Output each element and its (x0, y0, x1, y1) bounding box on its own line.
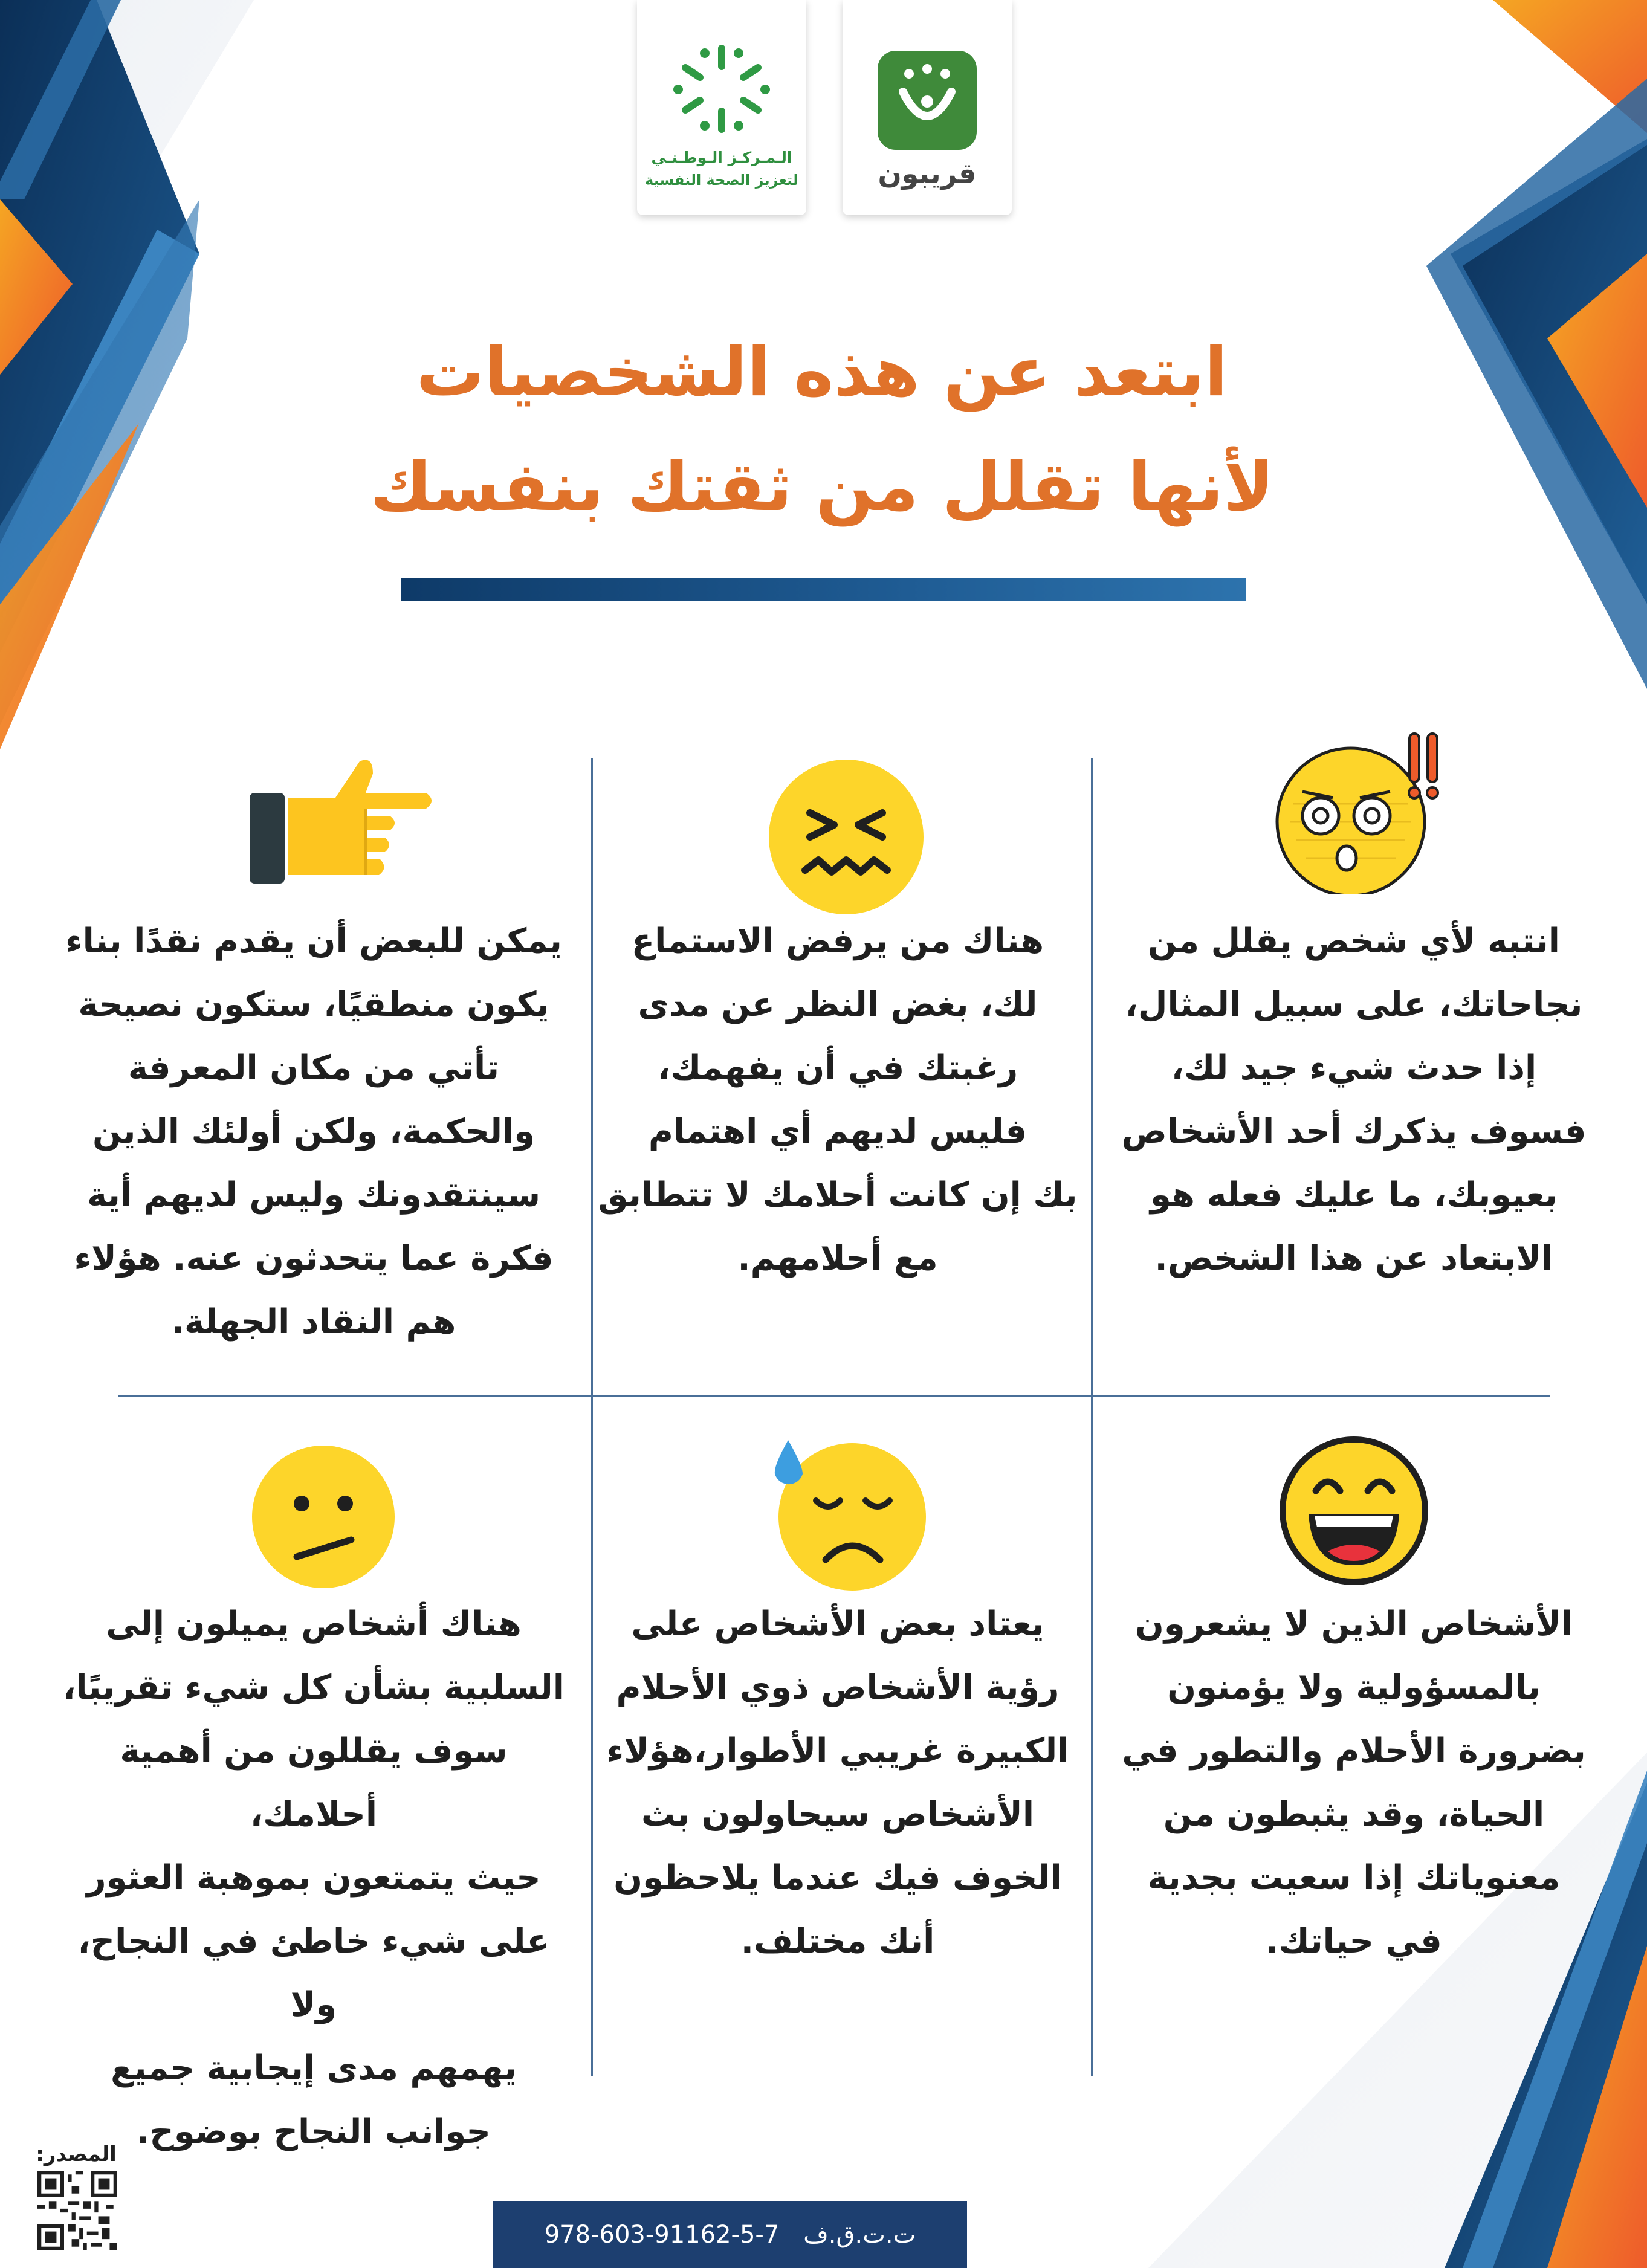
cell-text-fear-spreaders: يعتاد بعض الأشخاص على رؤية الأشخاص ذوي الأحلام الكبيرة غريبي الأطوار،هؤلاء الأشخاص سيحاولون بث الخوف فيك عندما يلاحظون أنك مختلف. (606, 1604, 1069, 1961)
cell-text-undermine-success: انتبه لأي شخص يقلل من نجاحاتك، على سبيل المثال، إذا حدث شيء جيد لك، فسوف يذكرك أحد الأشخاص بعيوبك، ما عليك فعله هو الابتعاد عن هذا الشخص. (1121, 922, 1587, 1278)
cell-text-ignorant-critics: يمكن للبعض أن يقدم نقدًا بناء يكون منطقيًا، ستكون نصيحة تأتي من مكان المعرفة والحكمة، ولكن أولئك الذين سينتقدونك وليس لديهم أية فكرة عما يتحدثون عنه. هؤلاء هم النقاد الجهلة. (65, 922, 562, 1342)
confused-face-icon (251, 1444, 396, 1589)
sweat-sad-face-icon (768, 1435, 931, 1592)
ncmh-star-logo (661, 37, 782, 140)
title-underline (401, 578, 1246, 601)
title-line1: ابتعد عن هذه الشخصيات (416, 333, 1228, 412)
pointing-hand-icon (245, 755, 438, 888)
ncmh-logo-card (637, 0, 806, 215)
title-line2: لأنها تقلل من ثقتك بنفسك (370, 448, 1274, 526)
cell-text-refuse-listen: هناك من يرفض الاستماع لك، بغض النظر عن مدى رغبتك في أن يفهمك، فليس لديهم أي اهتمام بك إن كانت أحلامك لا تتطابق مع أحلامهم. (598, 922, 1078, 1278)
ncmh-name-line2: لتعزيز الصحة النفسية (645, 172, 798, 189)
qr-code-icon[interactable] (37, 2171, 117, 2250)
cell-text-irresponsible: الأشخاص الذين لا يشعرون بالمسؤولية ولا يؤمنون بضرورة الأحلام والتطور في الحياة، وقد يثبطون من معنوياتك إذا سعيت بجدية في حياتك. (1122, 1604, 1586, 1961)
grid-divider-horizontal (118, 1395, 1550, 1397)
qareeboon-app-icon (878, 51, 977, 150)
isbn-label: ت.ت.ق.ف (803, 2220, 916, 2249)
ncmh-name-line1: الـمـركـز الـوطـنـي (651, 149, 792, 166)
isbn-bar (493, 2201, 967, 2268)
isbn-number: 978-603-91162-5-7 (544, 2220, 780, 2249)
shocked-face-icon (1269, 731, 1445, 894)
qareeboon-logo-card (843, 0, 1012, 215)
confounded-face-icon (768, 758, 925, 916)
source-label: المصدر: (36, 2142, 117, 2166)
cell-text-negative-people: هناك أشخاص يميلون إلى السلبية بشأن كل شيء تقريبًا، سوف يقللون من أهمية أحلامك، حيث يتمتعون بموهبة العثور على شيء خاطئ في النجاح، ولا يهمهم مدى إيجابية جميع جوانب النجاح بوضوح. (63, 1604, 565, 2151)
qareeboon-name: قريبون (878, 157, 977, 190)
grinning-face-icon (1278, 1435, 1429, 1586)
